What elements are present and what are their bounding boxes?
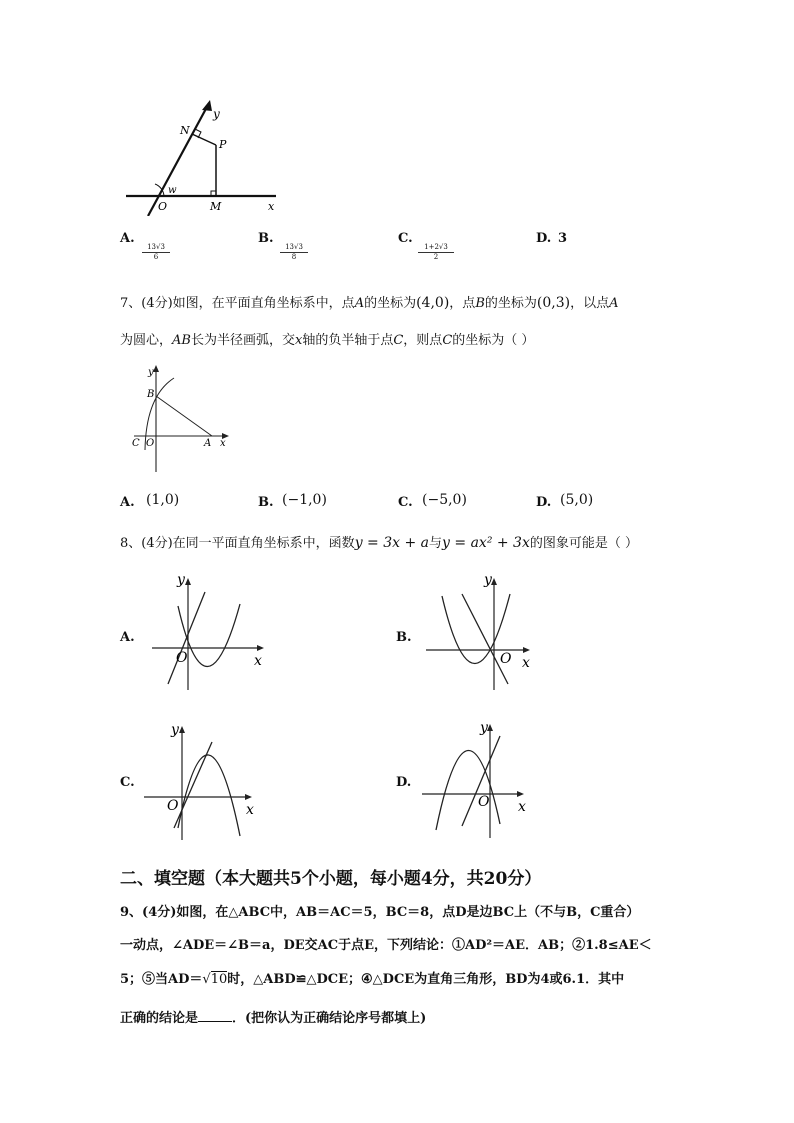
section-2-title: 二、填空题（本大题共5个小题，每小题4分，共20分） [120,869,542,889]
q7-y-arrow [153,365,159,372]
q7-text-7: 轴的负半轴于点 [302,333,394,348]
q7-figure [126,362,236,474]
q9-line-3b: 时，△ABD≌△DCE；④△DCE为直角三角形，BD为4或6.1．其中 [227,972,625,987]
q6-segment-np [192,134,216,145]
q7-text-5: 为圆心， [120,333,173,348]
q9-sqrt: √10 [202,972,228,987]
q7-label-a: A [204,438,212,449]
q9-sqrt-radicand: 10 [210,972,228,987]
q6-figure [118,96,290,216]
q9-line-4 [120,1009,426,1028]
q7-point-a: A [354,296,365,311]
q6-option-b-numerator: 13√3 [280,243,308,253]
q8-option-c-letter: C. [120,775,135,790]
q8-text-3: 的图象可能是（ ） [529,536,638,551]
q8-text-1: 8、(4分)在同一平面直角坐标系中，函数 [120,536,355,551]
q6-option-b-letter: B. [258,231,274,246]
q6-option-a-letter: A. [120,231,135,246]
q7-option-b-value: (−1,0) [282,492,327,508]
q9-line-3 [120,971,624,989]
q8-b-x-arrow [523,647,530,653]
q8-function-2: y = ax² + 3x [442,535,530,551]
q8-b-line [462,594,508,684]
q7-option-a-value: (1,0) [146,492,180,508]
q7-label-y: y [148,367,154,378]
q7-option-c-letter: C. [398,495,413,510]
q8-c-x-arrow [245,794,252,800]
q8-d-label-x: x [518,799,526,815]
q8-graph-c [142,718,264,842]
q7-coord-b: (0,3) [536,295,571,311]
q9-line-4a: 正确的结论是 [120,1011,199,1026]
q6-option-d-letter: D. [536,231,552,246]
q8-a-line [168,592,205,684]
q8-text-2: 与 [429,536,443,551]
q7-text-6: 长为半径画弧，交 [190,333,295,348]
q6-label-w: w [168,185,177,196]
q6-option-a-fraction [142,243,170,262]
q9-answer-blank[interactable] [198,1009,232,1022]
q8-c-parabola [178,755,240,836]
q8-d-label-y: y [480,720,488,736]
q6-label-x: x [268,200,275,213]
q8-d-line [462,736,500,826]
q6-label-n: N [180,124,190,137]
q8-c-label-o: O [167,798,179,814]
q7-text-3: 的坐标为 [484,296,537,311]
q8-option-a-letter: A. [120,630,135,645]
q6-option-a-denominator: 6 [153,253,159,261]
q8-graph-d [420,718,538,842]
q7-x-symbol: x [294,333,303,348]
q8-function-1: y = 3x + a [354,535,430,551]
q7-label-c: C [132,438,140,449]
q8-b-label-y: y [484,572,492,588]
q9-line-4b: ．(把你认为正确结论序号都填上) [232,1011,427,1026]
q6-y-axis [148,105,208,216]
q7-text-4: ，以点 [570,296,610,311]
q8-stem [120,534,638,553]
q8-c-line [174,742,212,828]
q8-b-label-o: O [500,651,512,667]
q9-line-1: 9、(4分)如图，在△ABC中，AB＝AC＝5，BC＝8，点D是边BC上（不与B，C重合） [120,905,640,920]
q8-option-b-letter: B. [396,630,412,645]
q8-a-label-x: x [254,653,262,669]
q7-option-b-letter: B. [258,495,274,510]
q7-point-b: B [475,296,485,311]
q7-text-1: 的坐标为 [364,296,417,311]
q7-segment-ab [156,396,212,436]
q6-option-d-value: 3 [558,231,568,246]
q6-option-b-fraction [280,243,308,262]
q8-option-d-letter: D. [396,775,412,790]
q7-point-a-2: A [609,296,619,311]
q8-a-x-arrow [257,645,264,651]
q7-text-8: ，则点 [403,333,443,348]
q8-c-label-y: y [171,722,179,738]
q7-stem-line2 [120,332,534,350]
q7-stem-line1 [120,294,619,313]
q8-graph-b [424,568,540,692]
q8-a-label-o: O [176,650,188,666]
q6-option-a-numerator: 13√3 [142,243,170,253]
q7-label-x: x [220,438,226,449]
q6-label-y: y [213,107,220,121]
q7-point-c: C [393,333,404,348]
q7-option-d-letter: D. [536,495,552,510]
q6-option-c-letter: C. [398,231,413,246]
q6-label-p: P [219,138,227,151]
q7-point-c-2: C [442,333,453,348]
q9-line-2: 一动点，∠ADE＝∠B＝a，DE交AC于点E，下列结论：①AD²＝AE．AB；②1.8≤AE＜ [120,938,652,953]
q7-text-2: ，点 [449,296,476,311]
q6-label-o: O [158,200,168,213]
q6-option-c-fraction [418,243,454,262]
q6-option-c-denominator: 2 [433,253,439,261]
q8-c-y-arrow [179,726,185,733]
q8-graph-a [150,568,272,692]
q8-b-label-x: x [522,655,530,671]
q9-line-3a: 5；⑤当AD＝ [120,972,203,987]
q7-option-d-value: (5,0) [560,492,594,508]
q8-a-label-y: y [177,572,185,588]
q6-option-c-numerator: 1+2√3 [418,243,454,253]
q7-number-text: 7、(4分)如图，在平面直角坐标系中，点 [120,296,355,311]
q7-coord-a: (4,0) [416,295,450,311]
q6-option-b-denominator: 8 [291,253,297,261]
q7-option-c-value: (−5,0) [422,492,467,508]
q8-d-label-o: O [478,794,490,810]
q6-label-m: M [210,200,222,213]
q7-label-o: O [146,438,155,449]
q8-a-y-arrow [185,578,191,585]
q7-label-b: B [147,389,155,400]
q8-d-x-arrow [517,791,524,797]
q7-text-9: 的坐标为（ ） [452,333,535,348]
q7-segment-ab: AB [172,333,191,348]
q6-y-arrow [202,100,212,111]
q7-option-a-letter: A. [120,495,135,510]
q8-c-label-x: x [246,802,254,818]
